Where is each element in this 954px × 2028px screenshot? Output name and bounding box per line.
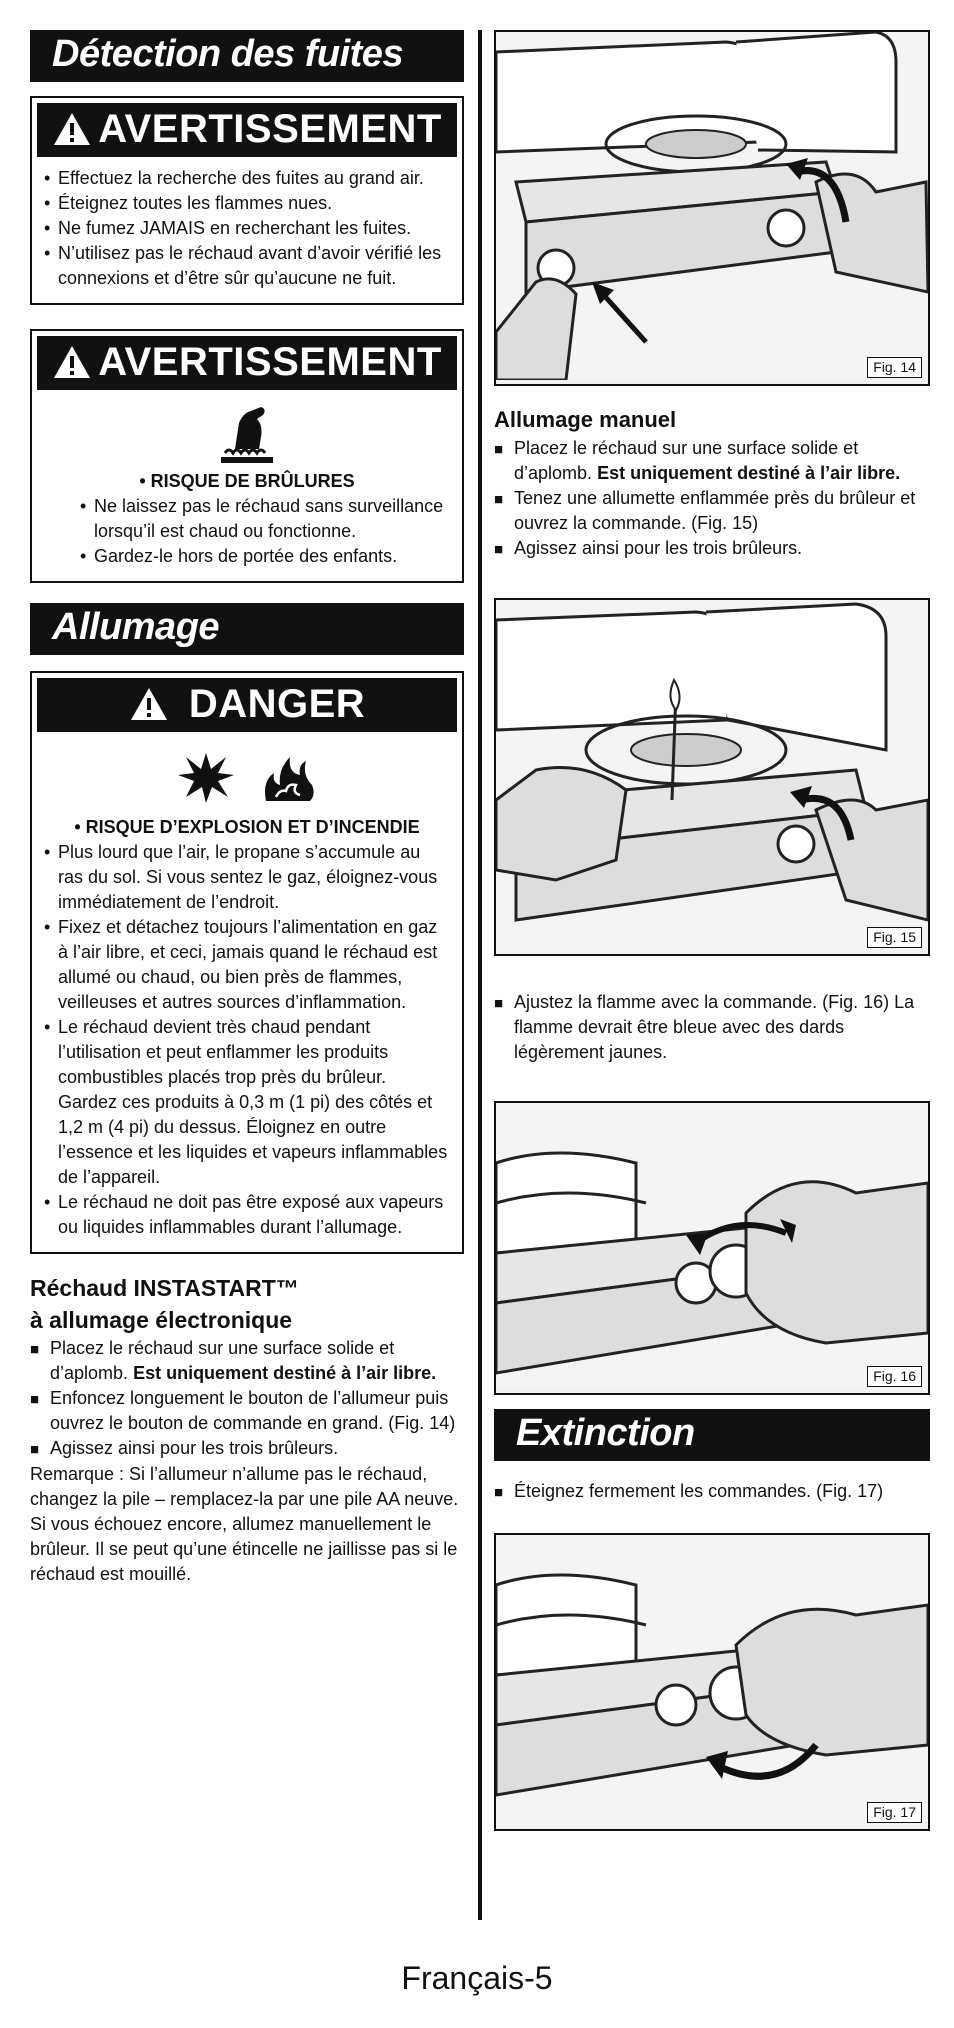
instructions-item: ■ Agissez ainsi pour les trois brûleurs. [30,1436,464,1462]
square-bullet-icon: ■ [494,995,504,1012]
warning-triangle-icon [52,344,92,380]
lighting-title: Allumage [30,603,464,655]
warning-heading-text: AVERTISSEMENT [98,340,442,384]
warning-box-burns [30,329,464,583]
hot-surface-hand-icon [215,403,279,465]
list-item: • Ne fumez JAMAIS en recherchant les fuites. [44,218,412,238]
left-column [30,30,464,1587]
danger-header [37,678,457,732]
flame-adjust-illustration [496,1103,928,1389]
square-bullet-icon: ■ [30,1341,40,1358]
figure-15 [494,598,930,956]
square-bullet-icon: ■ [30,1441,40,1458]
warning-body [32,395,462,581]
extinction-title: Extinction [494,1409,930,1461]
danger-body [32,737,462,1252]
danger-box [30,671,464,1254]
column-divider [478,30,482,1920]
instastart-title: Réchaud INSTASTART™ à allumage électronique [30,1275,299,1333]
list-item: • Effectuez la recherche des fuites au grand air. [44,168,424,188]
stove-match-lighting-illustration [496,600,928,950]
instructions-item: ■ Éteignez fermement les commandes. (Fig. 17) [494,1479,930,1505]
list-item: • Éteignez toutes les flammes nues. [44,193,333,213]
stove-extinguish-illustration [496,1535,928,1825]
square-bullet-icon: ■ [30,1391,40,1408]
warning-triangle-icon [129,686,169,722]
danger-heading-text: DANGER [188,682,366,726]
warning-heading-text: AVERTISSEMENT [98,107,442,151]
figure-label: Fig. 14 [867,357,922,378]
warning-body [32,162,462,303]
warning-header [37,336,457,390]
list-item: • Le réchaud ne doit pas être exposé aux vapeurs ou liquides inflammables durant l’allumage. [44,1192,444,1237]
manual-lighting-title: Allumage manuel [494,407,677,432]
instructions-item: ■ Placez le réchaud sur une surface solide et d’aplomb. Est uniquement destiné à l’air libre. [494,436,930,486]
square-bullet-icon: ■ [494,1484,504,1501]
leak-detection-title: Détection des fuites [30,30,464,82]
square-bullet-icon: ■ [494,441,504,458]
figure-label: Fig. 15 [867,927,922,948]
instructions-item: ■ Tenez une allumette enflammée près du brûleur et ouvrez la commande. (Fig. 15) [494,486,930,536]
right-column [494,30,930,1831]
list-item: • Plus lourd que l’air, le propane s’accumule au ras du sol. Si vous sentez le gaz, éloignez-vous immédiatement de l’endroit. [44,842,438,912]
figure-label: Fig. 16 [867,1366,922,1387]
instructions-item: ■ Enfoncez longuement le bouton de l’allumeur puis ouvrez le bouton de commande en grand. (Fig. 14) [30,1386,464,1436]
fire-icon [258,751,318,805]
figure-label: Fig. 17 [867,1802,922,1823]
instructions-item: ■ Placez le réchaud sur une surface solide et d’aplomb. Est uniquement destiné à l’air libre. [30,1336,464,1386]
square-bullet-icon: ■ [494,541,504,558]
list-item: • Le réchaud devient très chaud pendant l’utilisation et peut enflammer les produits combustibles placés trop près du brûleur. Gardez ces produits à 0,3 m (1 pi) des côtés et 1,2 m (4 pi) du dessus. Éloignez en outre l’essence et les liquides et vapeurs inflammables de l’appareil. [44,1017,448,1187]
burn-hazard-label: • RISQUE DE BRÛLURES [139,471,355,491]
figure-14 [494,30,930,386]
stove-ignition-illustration [496,32,928,380]
list-item: • Gardez-le hors de portée des enfants. [80,546,398,566]
instructions-item: ■ Agissez ainsi pour les trois brûleurs. [494,536,930,562]
square-bullet-icon: ■ [494,491,504,508]
instructions-item: ■ Ajustez la flamme avec la commande. (Fig. 16) La flamme devrait être bleue avec des dards légèrement jaunes. [494,990,930,1065]
note-paragraph: Remarque : Si l’allumeur n’allume pas le réchaud, changez la pile – remplacez-la par une pile AA neuve. Si vous échouez encore, allumez manuellement le brûleur. Il se peut qu’une étincelle ne jaillisse pas si le réchaud est mouillé. [30,1464,459,1584]
warning-box-leaks [30,96,464,305]
list-item: • N’utilisez pas le réchaud avant d’avoir vérifié les connexions et d’être sûr qu’aucune ne fuit. [44,243,442,288]
explosion-icon [176,751,236,805]
figure-17 [494,1533,930,1831]
page-footer: Français-5 [401,1960,553,1996]
list-item: • Ne laissez pas le réchaud sans surveillance lorsqu’il est chaud ou fonctionne. [80,496,444,541]
explosion-hazard-label: • RISQUE D’EXPLOSION ET D’INCENDIE [74,817,420,837]
warning-triangle-icon [52,111,92,147]
warning-header [37,103,457,157]
list-item: • Fixez et détachez toujours l’alimentation en gaz à l’air libre, et ceci, jamais quand le réchaud est allumé ou chaud, ou bien près de flammes, veilleuses et autres sources d’inflammation. [44,917,438,1012]
figure-16 [494,1101,930,1395]
